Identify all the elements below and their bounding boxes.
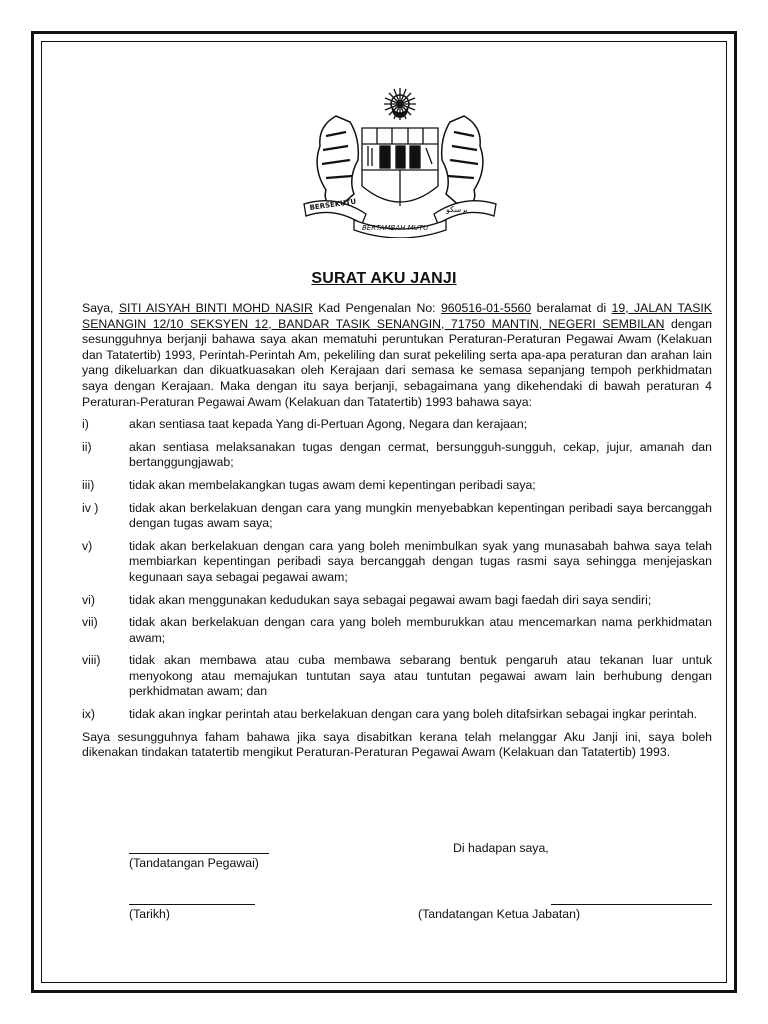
item-number: ix) (82, 707, 95, 722)
ic-label: Kad Pengenalan No: (318, 301, 436, 315)
head-signature-line (551, 904, 712, 905)
item-number: v) (82, 538, 93, 553)
item-number: vii) (82, 615, 98, 630)
list-item (82, 653, 712, 700)
list-item (82, 440, 712, 471)
item-text: tidak akan membelakangkan tugas awam demi kepentingan peribadi saya; (129, 477, 536, 492)
item-number: ii) (82, 439, 92, 454)
item-text: tidak akan menggunakan kedudukan saya sebagai pegawai awam bagi faedah diri saya sendiri; (129, 592, 652, 607)
document-title: SURAT AKU JANJI (311, 270, 457, 287)
address-label: beralamat di (536, 301, 607, 315)
applicant-address: 19, JALAN TASIK SENANGIN 12/10 SEKSYEN 12, BANDAR TASIK SENANGIN, 71750 MANTIN, NEGERI SEMBILAN (82, 301, 713, 331)
item-number: iv ) (82, 500, 99, 515)
list-item (82, 417, 712, 433)
head-signature-label: (Tandatangan Ketua Jabatan) (418, 907, 581, 921)
applicant-name: SITI AISYAH BINTI MOHD NASIR (118, 301, 313, 315)
item-text: akan sentiasa melaksanakan tugas dengan cermat, bersungguh-sungguh, cekap, jujur, amanah dan bertanggungjawab; (129, 439, 712, 470)
date-label: (Tarikh) (129, 907, 170, 921)
list-item (82, 501, 712, 532)
item-number: vi) (82, 592, 95, 607)
item-text: tidak akan berkelakuan dengan cara yang mungkin menyebabkan kepentingan peribadi saya bercanggah dengan tugas awam saya; (129, 500, 712, 531)
intro-body: dengan sesungguhnya berjanji bahawa saya akan mematuhi peruntukan Peraturan-Peraturan Pegawai Awam (Kelakuan dan Tatatertib) 1993, Perintah-Perintah Am, pekeliling dan surat pekeliling serta apa-apa peraturan dan arahan lain yang dikeluarkan dan dikuatkuasakan oleh Kerajaan dari semasa ke semasa sepanjang tempoh perkhidmatan saya dengan Kerajaan. Maka dengan itu saya berjanji, sebagaimana yang dikehendaki di bawah peraturan 4 Peraturan-Peraturan Pegawai Awam (Kelakuan dan Tatatertib) 1993 bahawa saya: (82, 316, 712, 409)
svg-text:ﺑﺮﺳﻜﻮ: ﺑﺮﺳﻜﻮ (446, 205, 468, 214)
intro-saya: Saya, (82, 301, 114, 315)
item-text: tidak akan berkelakuan dengan cara yang boleh menimbulkan syak yang munasabah bahwa saya telah membiarkan kepentingan peribadi saya bercanggah dengan tugas rasmi saya sehingga menjejaskan kegunaan saya sebagai pegawai awam; (129, 538, 712, 584)
ic-number: 960516-01-5560 (440, 301, 532, 315)
svg-text:BERSEKUTU: BERSEKUTU (309, 197, 357, 212)
document-body (82, 301, 712, 773)
list-item (82, 593, 712, 609)
item-text: akan sentiasa taat kepada Yang di-Pertuan Agong, Negara dan kerajaan; (129, 417, 528, 432)
list-item (82, 615, 712, 646)
list-item (82, 539, 712, 586)
closing-paragraph: Saya sesungguhnya faham bahawa jika saya disabitkan kerana telah melanggar Aku Janji ini, saya boleh dikenakan tindakan tatatertib mengikut Peraturan-Peraturan Pegawai Awam (Kelakuan dan Tatatertib) 1993. (82, 729, 712, 760)
item-number: iii) (82, 477, 95, 492)
date-line (129, 904, 255, 905)
item-text: tidak akan membawa atau cuba membawa sebarang bentuk pengaruh atau tekanan luar untuk menyokong atau memajukan tuntutan saya atau tuntutan pegawai awam lain berhubung dengan perkhidmatan awam; dan (129, 653, 712, 699)
item-number: i) (82, 417, 89, 432)
officer-signature-label: (Tandatangan Pegawai) (129, 856, 259, 870)
intro-paragraph (82, 301, 712, 410)
item-text: tidak akan ingkar perintah atau berkelakuan dengan cara yang boleh ditafsirkan sebagai ingkar perintah. (129, 707, 698, 722)
item-text: tidak akan berkelakuan dengan cara yang boleh memburukkan atau mencemarkan nama perkhidmatan awam; (129, 615, 712, 645)
svg-text:BERTAMBAH MUTU: BERTAMBAH MUTU (362, 224, 429, 232)
pledge-list (82, 417, 712, 723)
coat-of-arms-icon (296, 86, 504, 238)
witness-label: Di hadapan saya, (453, 841, 549, 855)
officer-signature-line (129, 853, 269, 854)
list-item (82, 478, 712, 494)
list-item (82, 707, 712, 723)
item-number: viii) (82, 653, 101, 668)
